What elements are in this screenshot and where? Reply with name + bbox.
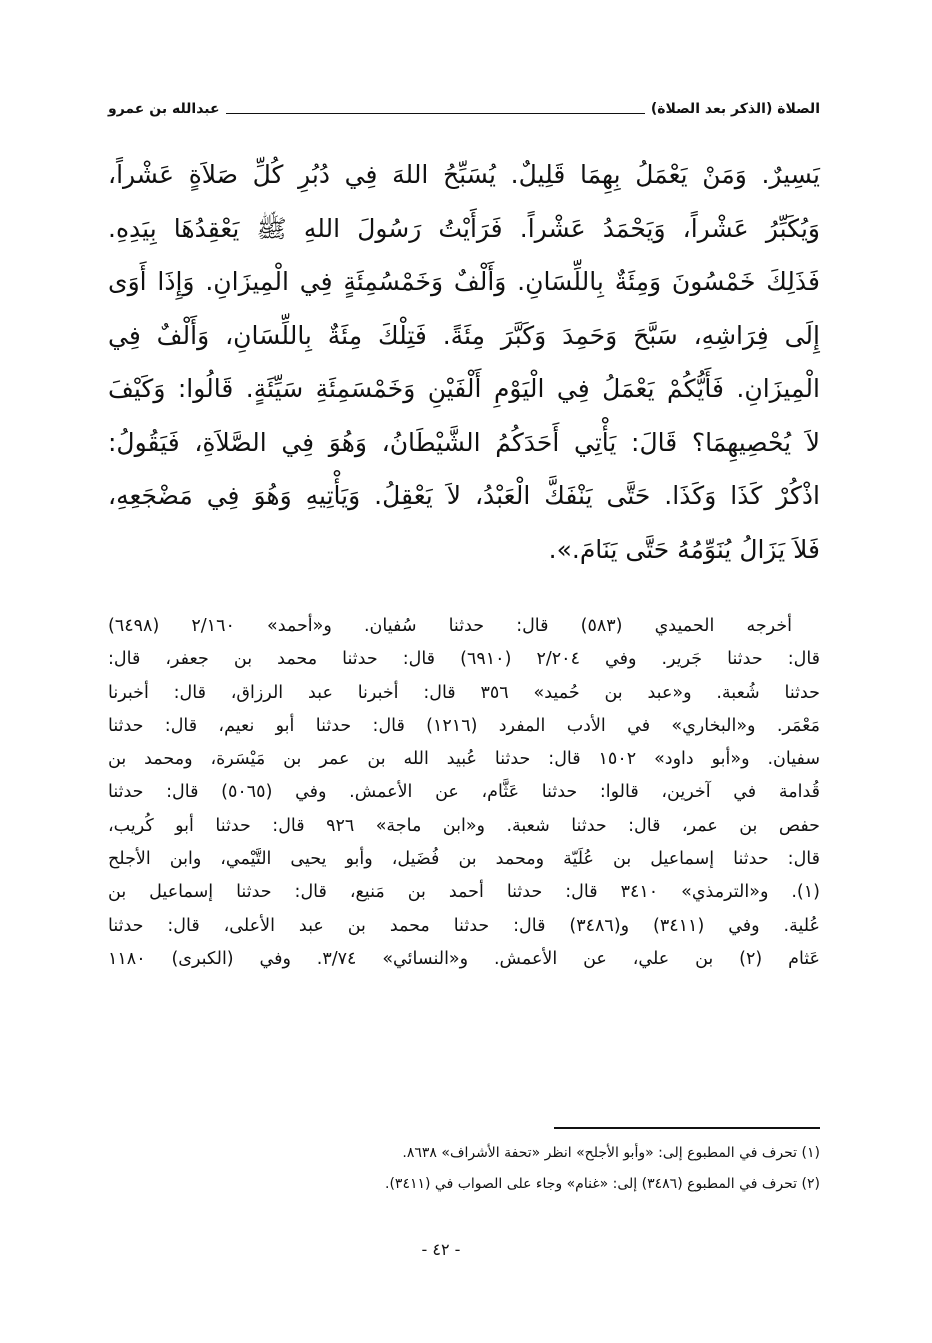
- hadith-text: [108, 148, 820, 576]
- running-header: [108, 98, 820, 120]
- source-line: سفيان. و«أبو داود» ١٥٠٢ قال: حدثنا عُبيد الله بن عمر بن مَيْسَرة، ومحمد بن: [108, 749, 820, 770]
- hadith-line: إِلَى فِرَاشِهِ، سَبَّحَ وَحَمِدَ وَكَبَّرَ مِئَةً. فَتِلْكَ مِئَةٌ بِاللِّسَانِ، وَأَلْفٌ فِي: [108, 320, 820, 350]
- takhrij-paragraph: [108, 610, 820, 976]
- hadith-line: فَلاَ يَزَالُ يُنَوِّمُهُ حَتَّى يَنَامَ.».: [548, 534, 820, 564]
- source-line: عَثام (٢) بن علي، عن الأعمش. و«النسائي» ٣/٧٤. وفي (الكبرى) ١١٨٠: [108, 948, 820, 969]
- hadith-line: لاَ يُحْصِيهِمَا؟ قَالَ: يَأْتِي أَحَدَكُمُ الشَّيْطَانُ، وَهُوَ فِي الصَّلاَةِ، فَيَقُولُ:: [108, 427, 820, 457]
- footnote-2: (٢) تحرف في المطبوع (٣٤٨٦) إلى: «غنام» وجاء على الصواب في (٣٤١١).: [385, 1176, 820, 1192]
- source-line: عُلية. وفي (٣٤١١) و(٣٤٨٦) قال: حدثنا محمد بن عبد الأعلى، قال: حدثنا: [108, 915, 820, 936]
- hadith-line: فَذَلِكَ خَمْسُونَ وَمِئَةٌ بِاللِّسَانِ. وَأَلْفٌ وَخَمْسُمِئَةٍ فِي الْمِيزَانِ. وَإِذَا أَوَى: [108, 267, 820, 296]
- hadith-line: اذْكُرْ كَذَا وَكَذَا. حَتَّى يَنْفَكَّ الْعَبْدُ، لاَ يَعْقِلُ. وَيَأْتِيهِ وَهُوَ فِي مَضْجَعِهِ،: [108, 481, 820, 510]
- footnotes: [108, 1138, 820, 1200]
- narrator-name: عبدالله بن عمرو: [108, 101, 220, 117]
- hadith-line: يَسِيرٌ. وَمَنْ يَعْمَلُ بِهِمَا قَلِيلٌ. يُسَبِّحُ اللهَ فِي دُبُرِ كُلِّ صَلاَةٍ عَشْراً،: [108, 160, 820, 189]
- source-line: مَعْمَر. و«البخاري» في الأدب المفرد (١٢١٦) قال: حدثنا أبو نعيم، قال: حدثنا: [108, 715, 820, 736]
- footnote-1: (١) تحرف في المطبوع إلى: «وأبو الأجلح» انظر «تحفة الأشراف» ٨٦٣٨.: [402, 1145, 820, 1161]
- source-line: قال: حدثنا إسماعيل بن عُلَيّة ومحمد بن فُضَيل، وأبو يحيى التَّيْمي، وابن الأجلح: [108, 849, 820, 870]
- page-number: - ٤٢ -: [421, 1240, 461, 1259]
- hadith-line: وَيُكَبِّرُ عَشْراً، وَيَحْمَدُ عَشْراً. فَرَأَيْتُ رَسُولَ اللهِ ﷺ يَعْقِدُهَا بِيَدِهِ.: [108, 213, 820, 243]
- source-line: أخرجه الحميدي (٥٨٣) قال: حدثنا سُفيان. و«أحمد» ٢/١٦٠ (٦٤٩٨): [108, 616, 792, 636]
- header-rule: [226, 105, 645, 114]
- footnote-divider: [554, 1127, 820, 1129]
- chapter-title: الصلاة (الذكر بعد الصلاة): [650, 101, 820, 117]
- source-line: قُدامة في آخرين، قالوا: حدثنا عَثَّام، عن الأعمش. وفي (٥٠٦٥) قال: حدثنا: [108, 782, 821, 803]
- source-line: (١). و«الترمذي» ٣٤١٠ قال: حدثنا أحمد بن مَنيع، قال: حدثنا إسماعيل بن: [108, 882, 820, 903]
- source-line: قال: حدثنا جَرير. وفي ٢/٢٠٤ (٦٩١٠) قال: حدثنا محمد بن جعفر، قال:: [108, 649, 821, 670]
- source-line: حدثنا شُعبة. و«عبد بن حُميد» ٣٥٦ قال: أخبرنا عبد الرزاق، قال: أخبرنا: [108, 682, 821, 703]
- hadith-line: الْمِيزَانِ. فَأَيُّكُمْ يَعْمَلُ فِي الْيَوْمِ أَلْفَيْنِ وَخَمْسَمِئَةِ سَيِّئَةٍ. قَالُوا: وَكَيْفَ: [108, 374, 820, 403]
- source-line: حفص بن عمر، قال: حدثنا شعبة. و«ابن ماجة» ٩٢٦ قال: حدثنا أبو كُريب،: [108, 815, 820, 836]
